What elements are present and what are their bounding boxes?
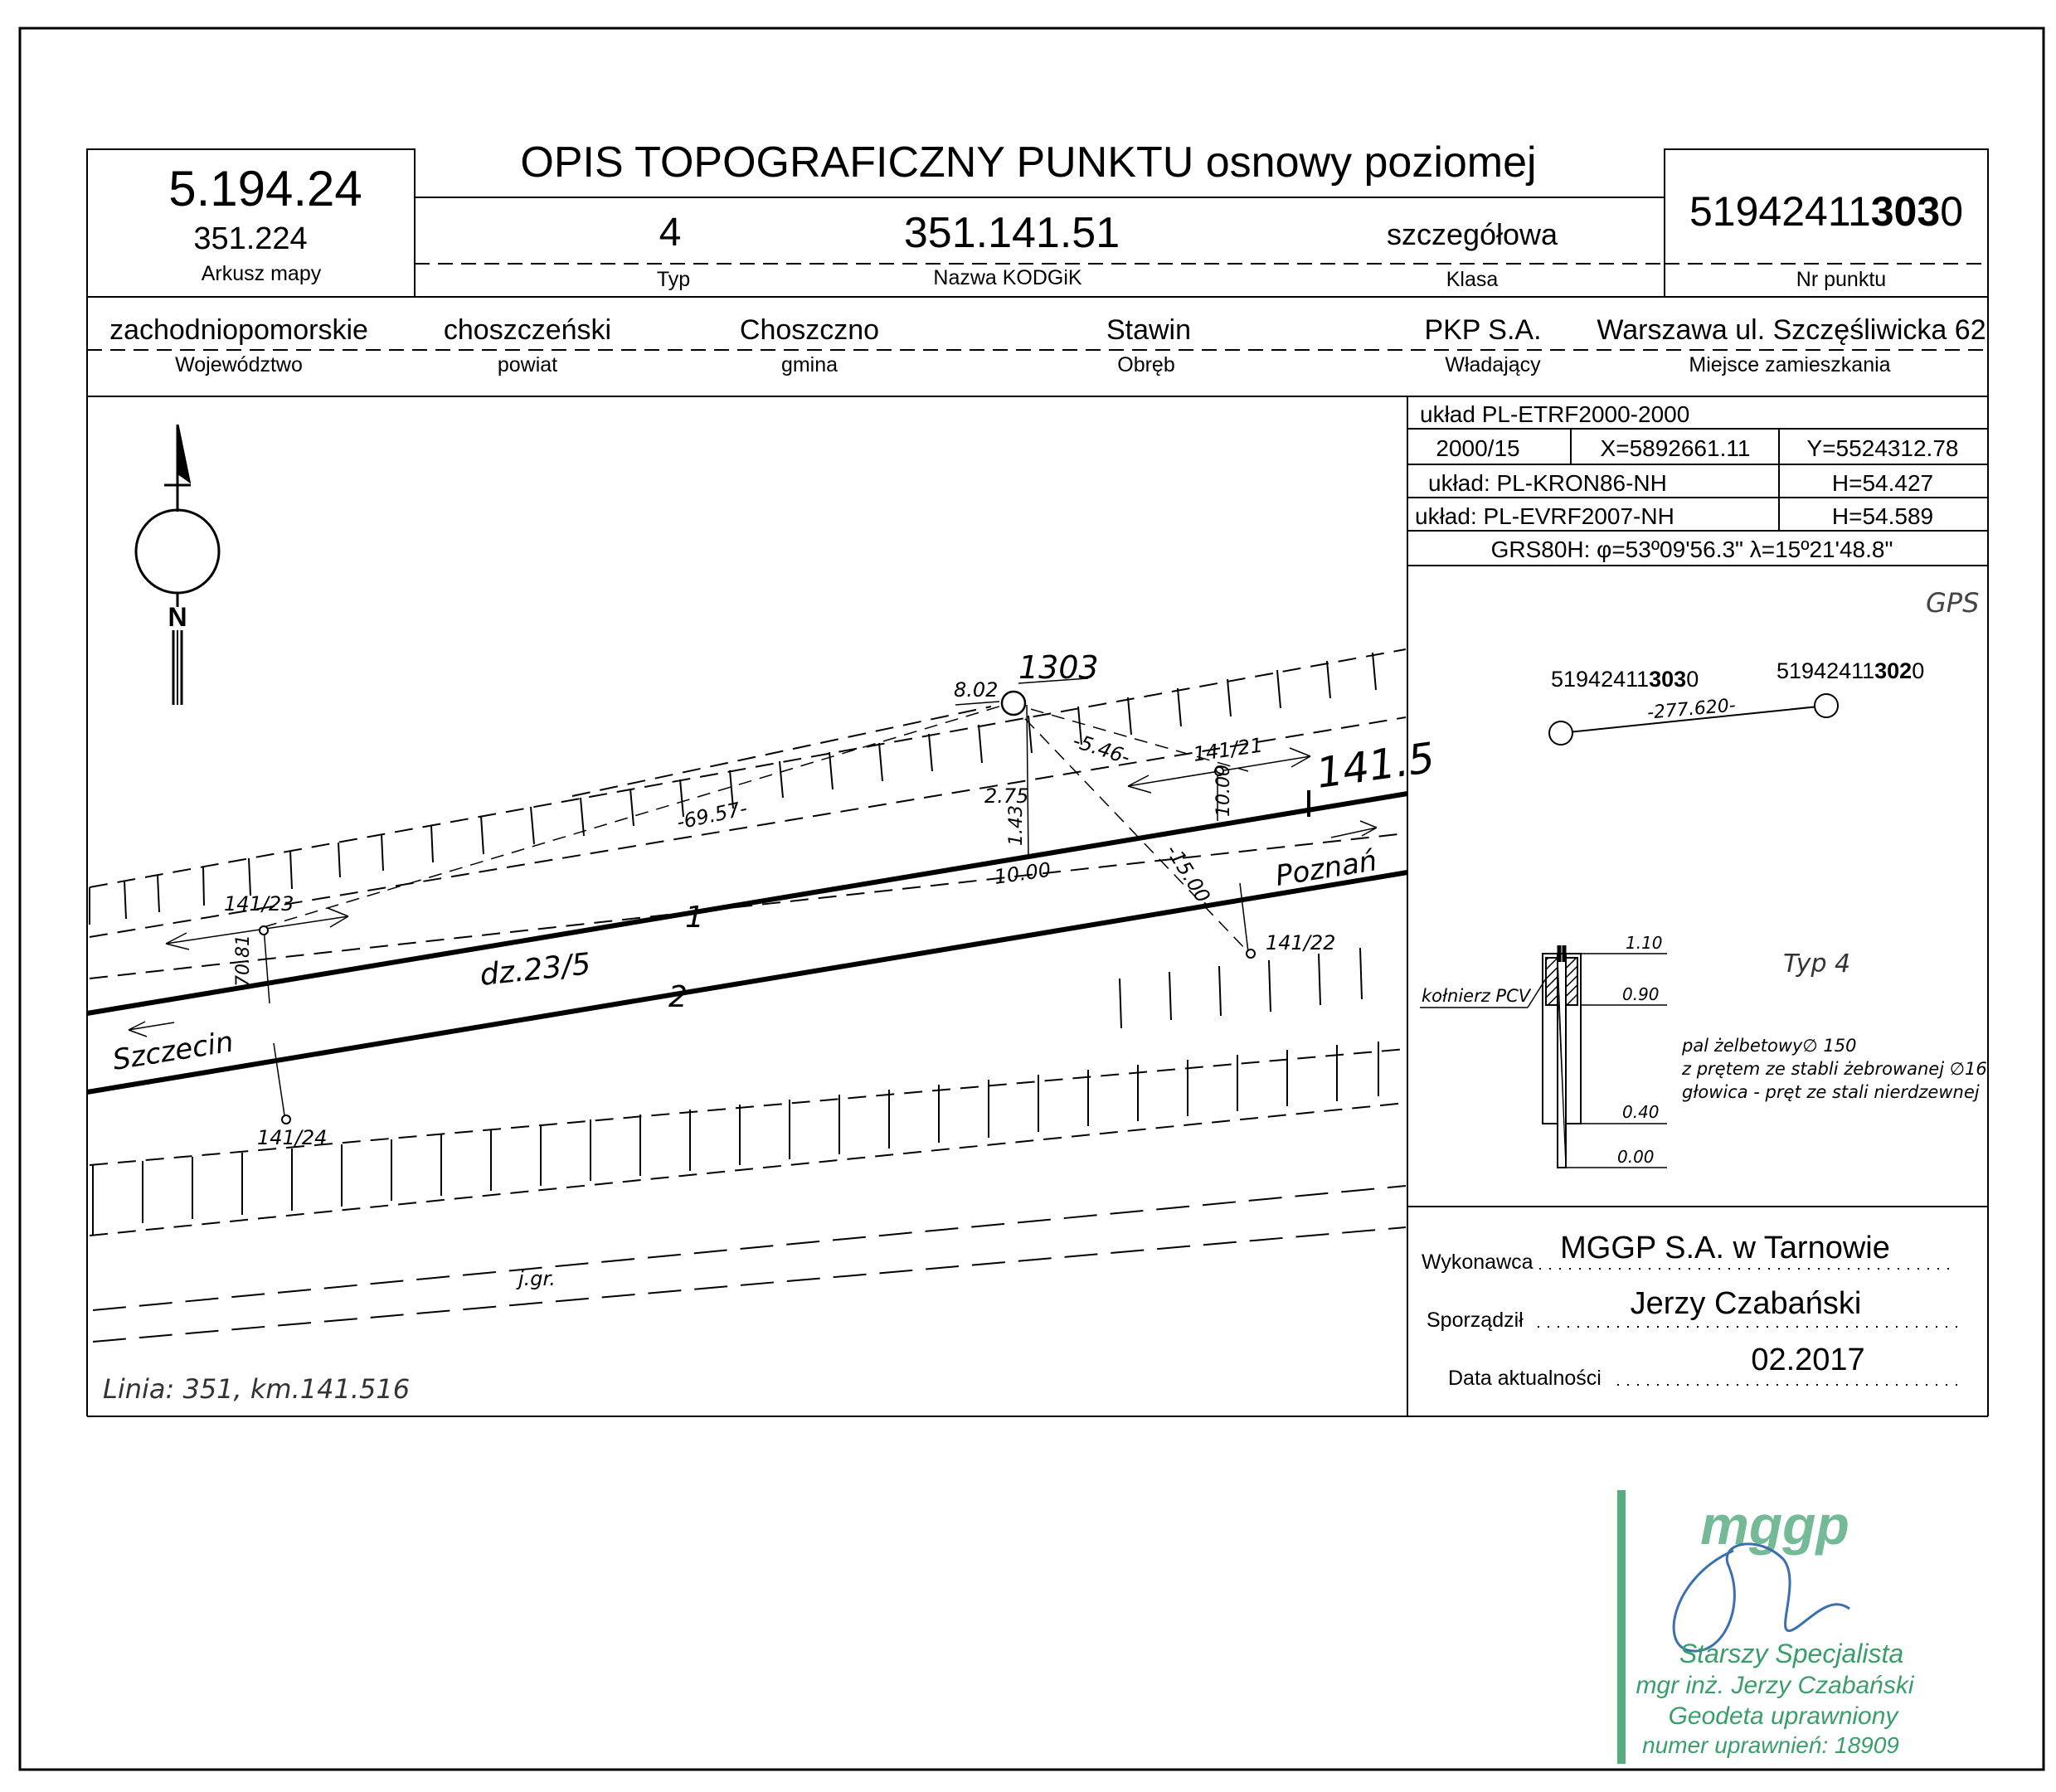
class-value: szczegółowa <box>1386 217 1558 251</box>
stamp-line-4: numer uprawnień: 18909 <box>1642 1732 1899 1758</box>
map-sheet-sub: 351.224 <box>193 221 308 256</box>
coord-system: układ PL-ETRF2000-2000 <box>1420 401 1690 427</box>
boundary-label: j.gr. <box>518 1267 556 1290</box>
track-2-label: 2 <box>668 980 688 1014</box>
voivodeship-value: zachodniopomorskie <box>109 314 368 346</box>
north-label: N <box>168 602 187 632</box>
sheet-number: 5.194.24 <box>168 161 362 216</box>
monument-desc-1: pal żelbetowy∅ 150 <box>1682 1036 1857 1056</box>
level-000: 0.00 <box>1617 1147 1655 1167</box>
dist-143: 1.43 <box>1006 805 1027 846</box>
north-arrow <box>136 425 219 705</box>
szczecin-label: Szczecin <box>110 1025 236 1077</box>
certification-stamp <box>1617 1490 1915 1764</box>
gps-point-1: 519424113030 <box>1551 667 1699 692</box>
point-1303-marker <box>1002 692 1025 715</box>
marker-141-23: 141/23 <box>224 892 294 915</box>
line-reference: Linia: 351, km.141.516 <box>103 1373 411 1405</box>
gps-point-2-marker <box>1815 694 1838 717</box>
voivodeship-label: Województwo <box>175 353 303 376</box>
coord-x: X=5892661.11 <box>1600 435 1751 461</box>
dist-1000b: 10.00 <box>1213 765 1234 817</box>
kodgik-label: Nazwa KODGiK <box>933 266 1082 289</box>
dist-7081: 70.81 <box>233 935 254 987</box>
gps-point-2: 519424113020 <box>1777 658 1925 683</box>
sketch <box>87 425 1407 1342</box>
parcel-label: dz.23/5 <box>478 947 593 993</box>
level-090: 0.90 <box>1622 984 1660 1004</box>
km-label: 141.5 <box>1313 733 1438 798</box>
author-label: Sporządził <box>1427 1309 1524 1332</box>
date-value: 02.2017 <box>1751 1343 1865 1377</box>
grs-coordinates: GRS80H: φ=53º09'56.3" λ=15º21'48.8" <box>1490 537 1893 562</box>
monument-section <box>1420 945 1667 1168</box>
track-1-label: 1 <box>685 901 704 935</box>
point-id-label: 1303 <box>1018 649 1099 686</box>
monument-desc-3: głowica - pręt ze stali nierdzewnej <box>1682 1082 1980 1102</box>
gps-distance: -277.620- <box>1646 695 1737 724</box>
stamp-line-3: Geodeta uprawniony <box>1668 1702 1898 1730</box>
residence-value: Warszawa ul. Szczęśliwicka 62 <box>1597 314 1986 346</box>
marker-141-21: 141/21 <box>1191 733 1265 766</box>
type-value: 4 <box>659 211 682 255</box>
commune-value: Choszczno <box>739 314 880 346</box>
precinct-label: Obręb <box>1117 353 1175 376</box>
evrf-system: układ: PL-EVRF2007-NH <box>1415 503 1674 529</box>
type-label: Typ <box>656 268 691 291</box>
page-title: OPIS TOPOGRAFICZNY PUNKTU osnowy poziomej <box>520 138 1537 187</box>
point-number-label: Nr punktu <box>1796 268 1887 291</box>
monument-desc-2: z prętem ze stabli żebrowanej ∅16 <box>1682 1059 1987 1079</box>
class-label: Klasa <box>1446 268 1499 291</box>
author-value: Jerzy Czabański <box>1630 1286 1862 1321</box>
map-sheet-label: Arkusz mapy <box>201 262 322 285</box>
poznan-label: Poznań <box>1273 844 1379 893</box>
gps-label: GPS <box>1926 587 1980 619</box>
residence-label: Miejsce zamieszkania <box>1689 353 1891 376</box>
coord-y: Y=5524312.78 <box>1806 435 1959 461</box>
precinct-value: Stawin <box>1106 314 1192 346</box>
owner-label: Władający <box>1445 353 1541 376</box>
evrf-height: H=54.589 <box>1831 503 1934 529</box>
level-110: 1.10 <box>1626 933 1663 953</box>
marker-141-22: 141/22 <box>1266 931 1336 954</box>
county-value: choszczeński <box>443 314 612 346</box>
dist-546: -5.46- <box>1070 729 1134 770</box>
stamp-line-2: mgr inż. Jerzy Czabański <box>1636 1672 1914 1699</box>
stamp-line-1: Starszy Specjalista <box>1679 1639 1904 1668</box>
marker-141-24: 141/24 <box>257 1126 328 1149</box>
owner-value: PKP S.A. <box>1424 314 1542 346</box>
level-040: 0.40 <box>1622 1102 1660 1122</box>
dist-1000a: 10.00 <box>992 857 1052 889</box>
contractor-value: MGGP S.A. w Tarnowie <box>1560 1231 1890 1265</box>
dist-802: 8.02 <box>954 678 999 702</box>
monument-type: Typ 4 <box>1783 949 1851 979</box>
coord-zone: 2000/15 <box>1436 435 1520 461</box>
contractor-label: Wykonawca <box>1422 1251 1533 1274</box>
stamp-logo: mggp <box>1700 1494 1849 1556</box>
date-label: Data aktualności <box>1448 1367 1602 1390</box>
county-label: powiat <box>497 353 558 376</box>
dist-275: 2.75 <box>984 784 1029 808</box>
point-number: 519424113030 <box>1689 188 1963 235</box>
kron-system: układ: PL-KRON86-NH <box>1428 470 1667 496</box>
dist-6957: -69.57- <box>674 796 750 834</box>
commune-label: gmina <box>780 353 838 376</box>
dist-1500: -15.00- <box>1160 840 1219 914</box>
gps-point-1-marker <box>1549 721 1572 745</box>
kron-height: H=54.427 <box>1831 470 1934 496</box>
kodgik-value: 351.141.51 <box>903 209 1120 257</box>
flange-label: kołnierz PCV <box>1422 986 1531 1006</box>
